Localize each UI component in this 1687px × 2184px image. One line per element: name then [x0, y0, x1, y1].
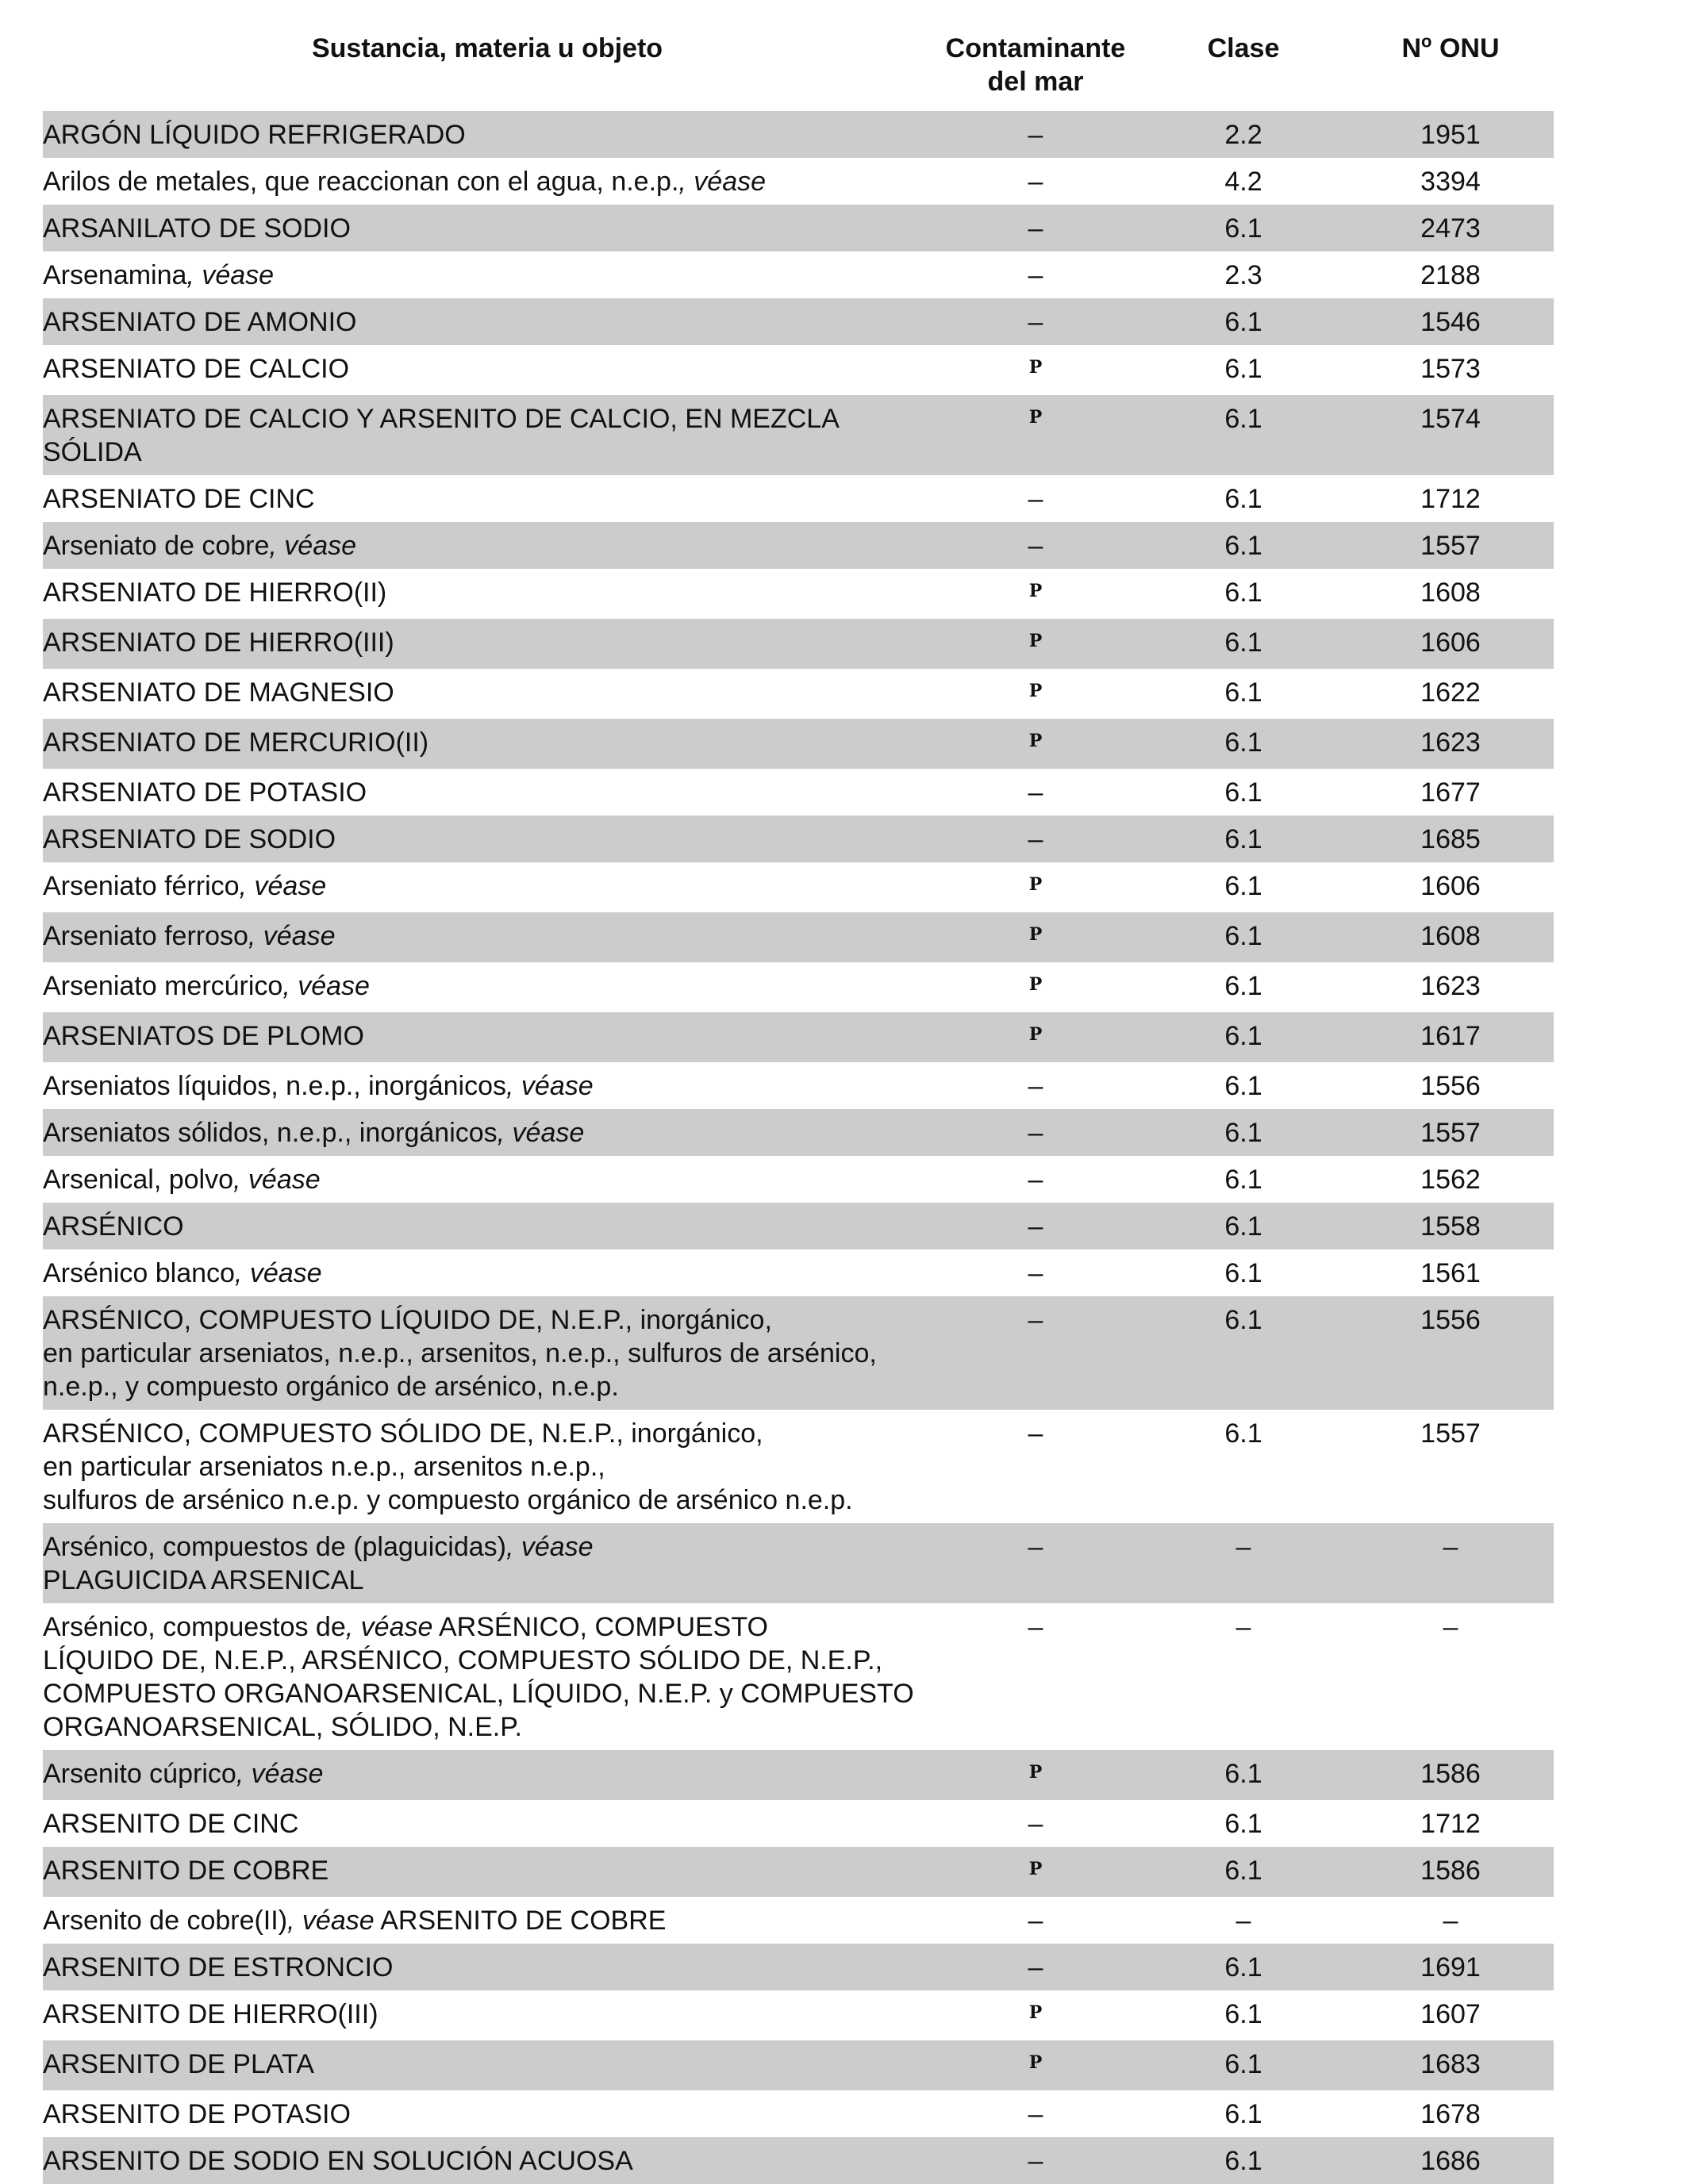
cell-substance [43, 118, 932, 152]
cell-un-number: 1574 [1420, 404, 1481, 434]
table-row [43, 2137, 1554, 2184]
table-row [43, 1249, 1554, 1296]
cell-class: 6.1 [1224, 871, 1262, 901]
cell-substance [43, 1807, 932, 1840]
cell-marine-pollutant: – [1028, 2146, 1043, 2176]
cell-un-number: 1586 [1420, 1856, 1481, 1886]
see-reference: , véase [233, 1165, 321, 1195]
cell-substance [43, 259, 932, 292]
cell-class: 6.1 [1224, 677, 1262, 708]
cell-un-number: 1623 [1420, 971, 1481, 1001]
see-reference: , véase [282, 971, 370, 1001]
cell-marine-pollutant: – [1028, 824, 1043, 854]
table-row [43, 719, 1554, 769]
substance-name: Arseniato ferroso [43, 921, 248, 951]
cell-class: – [1235, 1906, 1251, 1936]
header-un-prefix: N [1401, 33, 1422, 63]
table-row [43, 1847, 1554, 1897]
table-row [43, 2090, 1554, 2137]
dangerous-goods-table [43, 32, 1554, 2184]
table-row [43, 1523, 1554, 1603]
cell-un-number: 1556 [1420, 1305, 1481, 1335]
cell-marine-pollutant: P [1028, 1024, 1043, 1045]
cell-un-number: 1685 [1420, 824, 1481, 854]
header-marine-line2: del mar [987, 67, 1084, 97]
cell-substance [43, 529, 932, 562]
cell-un-number: 1557 [1420, 531, 1481, 561]
substance-name: ARSENIATOS DE PLOMO [43, 1021, 364, 1051]
cell-substance [43, 776, 932, 809]
cell-substance [43, 1951, 932, 1984]
cell-substance [43, 1019, 932, 1053]
cell-marine-pollutant: P [1028, 681, 1043, 701]
header-un-suffix: ONU [1431, 33, 1500, 63]
cell-substance [43, 676, 932, 709]
substance-name: ARSENIATO DE HIERRO(II) [43, 578, 387, 608]
see-target: ARSENITO DE COBRE [374, 1906, 667, 1936]
cell-un-number: 2473 [1420, 213, 1481, 244]
substance-name: Arilos de metales, que reaccionan con el agua, n.e.p. [43, 167, 679, 197]
cell-marine-pollutant: – [1028, 120, 1043, 150]
substance-name: ARSANILATO DE SODIO [43, 213, 351, 244]
cell-marine-pollutant: – [1028, 167, 1043, 197]
substance-name: Arsenito de cobre(II) [43, 1906, 288, 1936]
cell-class: 6.1 [1224, 578, 1262, 608]
substance-name: ARSENIATO DE CALCIO [43, 354, 350, 384]
cell-marine-pollutant: P [1028, 2052, 1043, 2073]
cell-un-number: 1608 [1420, 921, 1481, 951]
cell-substance [43, 352, 932, 386]
table-row [43, 395, 1554, 475]
cell-un-number: – [1443, 1906, 1458, 1936]
cell-un-number: 1683 [1420, 2049, 1481, 2079]
table-row [43, 1156, 1554, 1203]
cell-class: 6.1 [1224, 1021, 1262, 1051]
see-reference: , véase [236, 1759, 324, 1789]
cell-substance [43, 305, 932, 339]
cell-class: 6.1 [1224, 1759, 1262, 1789]
cell-substance [43, 576, 932, 609]
cell-un-number: 1586 [1420, 1759, 1481, 1789]
cell-marine-pollutant: P [1028, 407, 1043, 428]
cell-substance [43, 626, 932, 659]
header-substance: Sustancia, materia u objeto [311, 33, 663, 63]
substance-name: ARSÉNICO, COMPUESTO LÍQUIDO DE, N.E.P., inorgánico, en particular arseniatos, n.e.p., arsenitos, n.e.p., sulfuros de arsénico, n.e.p., y compuesto orgánico de arsénico, n.e.p. [43, 1305, 877, 1402]
cell-substance [43, 212, 932, 245]
cell-class: 6.1 [1224, 921, 1262, 951]
cell-marine-pollutant: P [1028, 874, 1043, 895]
see-reference: , véase [678, 167, 767, 197]
see-reference: , véase [234, 1258, 322, 1288]
cell-class: 6.1 [1224, 824, 1262, 854]
table-row [43, 522, 1554, 569]
substance-name: ARSENIATO DE POTASIO [43, 777, 367, 808]
cell-marine-pollutant: P [1028, 357, 1043, 378]
cell-un-number: 1678 [1420, 2099, 1481, 2129]
header-un-sup: o [1421, 31, 1432, 52]
cell-marine-pollutant: – [1028, 1305, 1043, 1335]
cell-un-number: 1686 [1420, 2146, 1481, 2176]
cell-marine-pollutant: – [1028, 1258, 1043, 1288]
cell-class: 6.1 [1224, 1211, 1262, 1242]
cell-substance [43, 1854, 932, 1887]
cell-substance [43, 165, 932, 198]
substance-name: ARSENITO DE HIERRO(III) [43, 1999, 379, 2029]
table-row [43, 962, 1554, 1012]
see-reference: , véase [239, 871, 327, 901]
cell-substance [43, 1069, 932, 1103]
cell-un-number: 3394 [1420, 167, 1481, 197]
cell-un-number: 1712 [1420, 1809, 1481, 1839]
cell-un-number: 1607 [1420, 1999, 1481, 2029]
substance-name: ARSENITO DE POTASIO [43, 2099, 351, 2129]
table-row [43, 912, 1554, 962]
substance-name: ARSENIATO DE SODIO [43, 824, 336, 854]
header-marine-line1: Contaminante [945, 33, 1126, 63]
table-row [43, 251, 1554, 298]
substance-name: Arsenamina [43, 260, 187, 290]
table-row [43, 298, 1554, 345]
header-class: Clase [1207, 33, 1280, 63]
table-row [43, 2040, 1554, 2090]
cell-substance [43, 869, 932, 903]
cell-class: 6.1 [1224, 1999, 1262, 2029]
see-reference: , véase [269, 531, 357, 561]
substance-name: ARSENITO DE PLATA [43, 2049, 314, 2079]
substance-name: Arsenical, polvo [43, 1165, 234, 1195]
cell-marine-pollutant: – [1028, 777, 1043, 808]
cell-substance [43, 1610, 932, 1744]
see-reference: , véase [506, 1071, 594, 1101]
cell-substance [43, 1530, 932, 1597]
cell-marine-pollutant: – [1028, 531, 1043, 561]
substance-name: ARSÉNICO, COMPUESTO SÓLIDO DE, N.E.P., inorgánico, en particular arseniatos n.e.p., arsenitos n.e.p., sulfuros de arsénico n.e.p. y compuesto orgánico de arsénico n.e.p. [43, 1418, 853, 1515]
cell-un-number: – [1443, 1612, 1458, 1642]
header-un-number [1347, 32, 1554, 65]
cell-class: 2.3 [1224, 260, 1262, 290]
cell-class: 6.1 [1224, 307, 1262, 337]
table-row [43, 475, 1554, 522]
cell-substance [43, 969, 932, 1003]
cell-marine-pollutant: – [1028, 260, 1043, 290]
cell-class: 6.1 [1224, 2099, 1262, 2129]
substance-name: ARSENITO DE ESTRONCIO [43, 1952, 394, 1982]
cell-marine-pollutant: – [1028, 2099, 1043, 2129]
cell-substance [43, 482, 932, 516]
see-reference: , véase [248, 921, 336, 951]
table-row [43, 1062, 1554, 1109]
substance-name: ARSENITO DE SODIO EN SOLUCIÓN ACUOSA [43, 2146, 633, 2176]
cell-class: 6.1 [1224, 1071, 1262, 1101]
cell-class: 6.1 [1224, 484, 1262, 514]
table-row [43, 669, 1554, 719]
cell-un-number: 1622 [1420, 677, 1481, 708]
cell-marine-pollutant: P [1028, 1859, 1043, 1879]
cell-class: 6.1 [1224, 354, 1262, 384]
cell-marine-pollutant: P [1028, 2002, 1043, 2023]
cell-substance [43, 1257, 932, 1290]
table-row [43, 111, 1554, 158]
table-row [43, 158, 1554, 205]
cell-un-number: 1606 [1420, 628, 1481, 658]
header-marine-pollutant [932, 32, 1139, 98]
cell-un-number: 1623 [1420, 727, 1481, 758]
substance-name: ARSENIATO DE CALCIO Y ARSENITO DE CALCIO, EN MEZCLA SÓLIDA [43, 404, 840, 467]
table-row [43, 816, 1554, 862]
table-row [43, 569, 1554, 619]
table-row [43, 1990, 1554, 2040]
table-body [43, 111, 1554, 2184]
cell-class: 6.1 [1224, 971, 1262, 1001]
cell-class: 6.1 [1224, 1809, 1262, 1839]
cell-marine-pollutant: – [1028, 1418, 1043, 1449]
see-reference: , véase [186, 260, 275, 290]
substance-name: ARSENIATO DE HIERRO(III) [43, 628, 394, 658]
cell-marine-pollutant: – [1028, 1906, 1043, 1936]
cell-un-number: 1557 [1420, 1418, 1481, 1449]
cell-class: 6.1 [1224, 1165, 1262, 1195]
cell-class: 6.1 [1224, 404, 1262, 434]
cell-class: 6.1 [1224, 727, 1262, 758]
cell-substance [43, 1904, 932, 1937]
cell-class: 4.2 [1224, 167, 1262, 197]
cell-un-number: 1608 [1420, 578, 1481, 608]
cell-substance [43, 1303, 932, 1403]
cell-marine-pollutant: – [1028, 1532, 1043, 1562]
cell-substance [43, 2144, 932, 2178]
cell-substance [43, 823, 932, 856]
substance-name: Arsénico blanco [43, 1258, 235, 1288]
substance-name: Arseniatos líquidos, n.e.p., inorgánicos [43, 1071, 507, 1101]
cell-substance [43, 1116, 932, 1150]
substance-name: ARSENITO DE COBRE [43, 1856, 329, 1886]
substance-name: ARGÓN LÍQUIDO REFRIGERADO [43, 120, 466, 150]
substance-name: ARSENIATO DE AMONIO [43, 307, 357, 337]
substance-name: ARSÉNICO [43, 1211, 184, 1242]
cell-marine-pollutant: P [1028, 924, 1043, 945]
table-row [43, 1750, 1554, 1800]
cell-class: 6.1 [1224, 1258, 1262, 1288]
substance-name: Arsénico, compuestos de (plaguicidas) [43, 1532, 506, 1562]
cell-un-number: 1546 [1420, 307, 1481, 337]
cell-un-number: 1691 [1420, 1952, 1481, 1982]
substance-name: Arseniato mercúrico [43, 971, 283, 1001]
cell-class: 6.1 [1224, 213, 1262, 244]
table-row [43, 1203, 1554, 1249]
table-row [43, 1012, 1554, 1062]
cell-substance [43, 1998, 932, 2031]
cell-class: 6.1 [1224, 1952, 1262, 1982]
cell-substance [43, 1417, 932, 1517]
cell-marine-pollutant: – [1028, 1165, 1043, 1195]
cell-class: 2.2 [1224, 120, 1262, 150]
cell-marine-pollutant: – [1028, 1952, 1043, 1982]
table-row [43, 1944, 1554, 1990]
cell-class: 6.1 [1224, 531, 1262, 561]
table-row [43, 205, 1554, 251]
cell-marine-pollutant: P [1028, 581, 1043, 601]
cell-class: 6.1 [1224, 628, 1262, 658]
cell-un-number: 1557 [1420, 1118, 1481, 1148]
cell-substance [43, 726, 932, 759]
cell-marine-pollutant: P [1028, 731, 1043, 751]
cell-class: 6.1 [1224, 1305, 1262, 1335]
substance-name: ARSENITO DE CINC [43, 1809, 299, 1839]
cell-class: 6.1 [1224, 777, 1262, 808]
table-row [43, 1897, 1554, 1944]
cell-substance [43, 402, 932, 469]
cell-un-number: – [1443, 1532, 1458, 1562]
cell-marine-pollutant: P [1028, 1762, 1043, 1783]
cell-marine-pollutant: – [1028, 213, 1043, 244]
cell-un-number: 1561 [1420, 1258, 1481, 1288]
cell-un-number: 1562 [1420, 1165, 1481, 1195]
cell-class: 6.1 [1224, 1118, 1262, 1148]
table-row [43, 1603, 1554, 1750]
substance-name: ARSENIATO DE CINC [43, 484, 315, 514]
substance-name: Arseniato férrico [43, 871, 240, 901]
cell-un-number: 1573 [1420, 354, 1481, 384]
substance-name: Arsenito cúprico [43, 1759, 236, 1789]
see-reference: , véase [505, 1532, 594, 1562]
substance-name: Arseniatos sólidos, n.e.p., inorgánicos [43, 1118, 498, 1148]
table-row [43, 619, 1554, 669]
cell-un-number: 2188 [1420, 260, 1481, 290]
table-row [43, 1800, 1554, 1847]
table-row [43, 345, 1554, 395]
cell-substance [43, 1210, 932, 1243]
table-row [43, 1410, 1554, 1523]
cell-marine-pollutant: – [1028, 1071, 1043, 1101]
cell-marine-pollutant: – [1028, 1809, 1043, 1839]
cell-marine-pollutant: – [1028, 484, 1043, 514]
see-target: PLAGUICIDA ARSENICAL [43, 1565, 364, 1595]
cell-marine-pollutant: – [1028, 1612, 1043, 1642]
see-target: ARSÉNICO, COMPUESTO LÍQUIDO DE, N.E.P., ARSÉNICO, COMPUESTO SÓLIDO DE, N.E.P., COMPUESTO ORGANOARSENICAL, LÍQUIDO, N.E.P. y COMPUESTO ORGANOARSENICAL, SÓLIDO, N.E.P. [43, 1612, 914, 1742]
cell-substance [43, 1757, 932, 1791]
cell-substance [43, 919, 932, 953]
cell-class: – [1235, 1612, 1251, 1642]
table-header [43, 32, 1554, 111]
cell-class: 6.1 [1224, 2049, 1262, 2079]
cell-class: 6.1 [1224, 1856, 1262, 1886]
substance-name: ARSENIATO DE MERCURIO(II) [43, 727, 429, 758]
cell-class: – [1235, 1532, 1251, 1562]
cell-marine-pollutant: – [1028, 1118, 1043, 1148]
substance-name: Arseniato de cobre [43, 531, 270, 561]
cell-marine-pollutant: – [1028, 1211, 1043, 1242]
cell-class: 6.1 [1224, 2146, 1262, 2176]
cell-un-number: 1556 [1420, 1071, 1481, 1101]
cell-un-number: 1677 [1420, 777, 1481, 808]
see-reference: , véase [287, 1906, 375, 1936]
table-row [43, 769, 1554, 816]
see-reference: , véase [497, 1118, 585, 1148]
substance-name: ARSENIATO DE MAGNESIO [43, 677, 394, 708]
cell-un-number: 1606 [1420, 871, 1481, 901]
cell-un-number: 1712 [1420, 484, 1481, 514]
table-row [43, 862, 1554, 912]
substance-name: Arsénico, compuestos de [43, 1612, 346, 1642]
table-row [43, 1109, 1554, 1156]
cell-substance [43, 2048, 932, 2081]
cell-substance [43, 2098, 932, 2131]
cell-marine-pollutant: – [1028, 307, 1043, 337]
see-reference: , véase [345, 1612, 433, 1642]
cell-substance [43, 1163, 932, 1196]
cell-un-number: 1951 [1420, 120, 1481, 150]
cell-un-number: 1558 [1420, 1211, 1481, 1242]
cell-marine-pollutant: P [1028, 974, 1043, 995]
cell-un-number: 1617 [1420, 1021, 1481, 1051]
cell-marine-pollutant: P [1028, 631, 1043, 651]
table-row [43, 1296, 1554, 1410]
cell-class: 6.1 [1224, 1418, 1262, 1449]
